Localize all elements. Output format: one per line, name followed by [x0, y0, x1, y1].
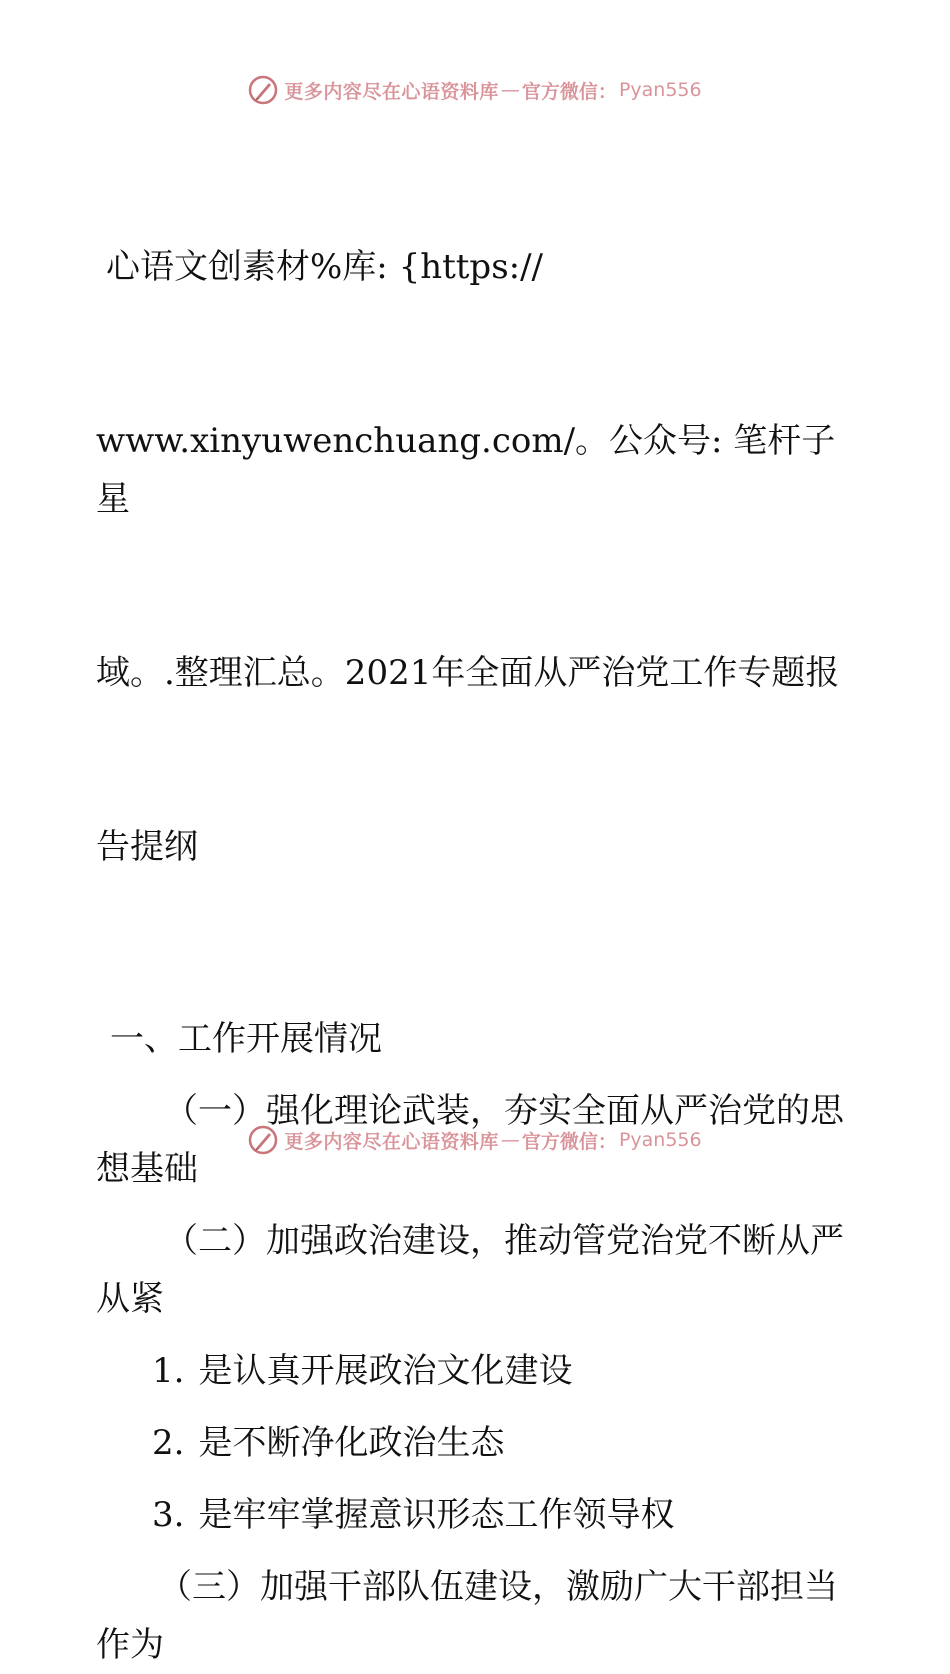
banner-wechat-id: Pyan556 [618, 79, 702, 101]
heading-line: 作为 [96, 1625, 164, 1665]
list-item-text: 是不断净化政治生态 [198, 1423, 505, 1463]
list-item [96, 1414, 856, 1472]
banner-wechat-label: 官方微信： [521, 80, 617, 103]
banner-dash: — [500, 1129, 520, 1151]
list-item-number: 3. [152, 1495, 185, 1535]
feather-pen-logo-icon [248, 1125, 278, 1155]
banner-dash: — [500, 79, 520, 101]
section-heading-1: 一、工作开展情况 [110, 1019, 382, 1059]
footer-watermark-banner [0, 1120, 950, 1160]
list-item [96, 1486, 856, 1544]
feather-pen-logo-icon [248, 75, 278, 105]
intro-line: 心语文创素材%库: {https:// [106, 247, 544, 287]
subsection-heading-3 [96, 1558, 856, 1674]
list-item-number: 2. [152, 1423, 185, 1463]
heading-line: （二）加强政治建设，推动管党治党不断从严 [164, 1221, 844, 1261]
list-item-text: 是认真开展政治文化建设 [198, 1351, 573, 1391]
banner-slogan: 更多内容尽在心语资料库 [284, 80, 499, 103]
banner-wechat-label: 官方微信： [521, 1130, 617, 1153]
intro-line: 域。.整理汇总。2021年全面从严治党工作专题报 [96, 653, 840, 693]
list-item-number: 1. [152, 1351, 185, 1391]
intro-paragraph [96, 122, 856, 992]
document-body [96, 122, 856, 1674]
intro-line: www.xinyuwenchuang.com/。公众号: 笔杆子星 [96, 421, 836, 519]
intro-line: 告提纲 [96, 827, 198, 867]
heading-line: 想基础 [96, 1149, 198, 1189]
header-watermark-banner [0, 70, 950, 110]
heading-line: （一）强化理论武装，夯实全面从严治党的思 [164, 1091, 844, 1131]
banner-wechat-id: Pyan556 [618, 1129, 702, 1151]
heading-line: 从紧 [96, 1279, 164, 1319]
heading-line: （三）加强干部队伍建设，激励广大干部担当 [158, 1567, 838, 1607]
subsection-heading-2 [96, 1212, 856, 1328]
list-item [96, 1342, 856, 1400]
banner-slogan: 更多内容尽在心语资料库 [284, 1130, 499, 1153]
list-item-text: 是牢牢掌握意识形态工作领导权 [198, 1495, 675, 1535]
